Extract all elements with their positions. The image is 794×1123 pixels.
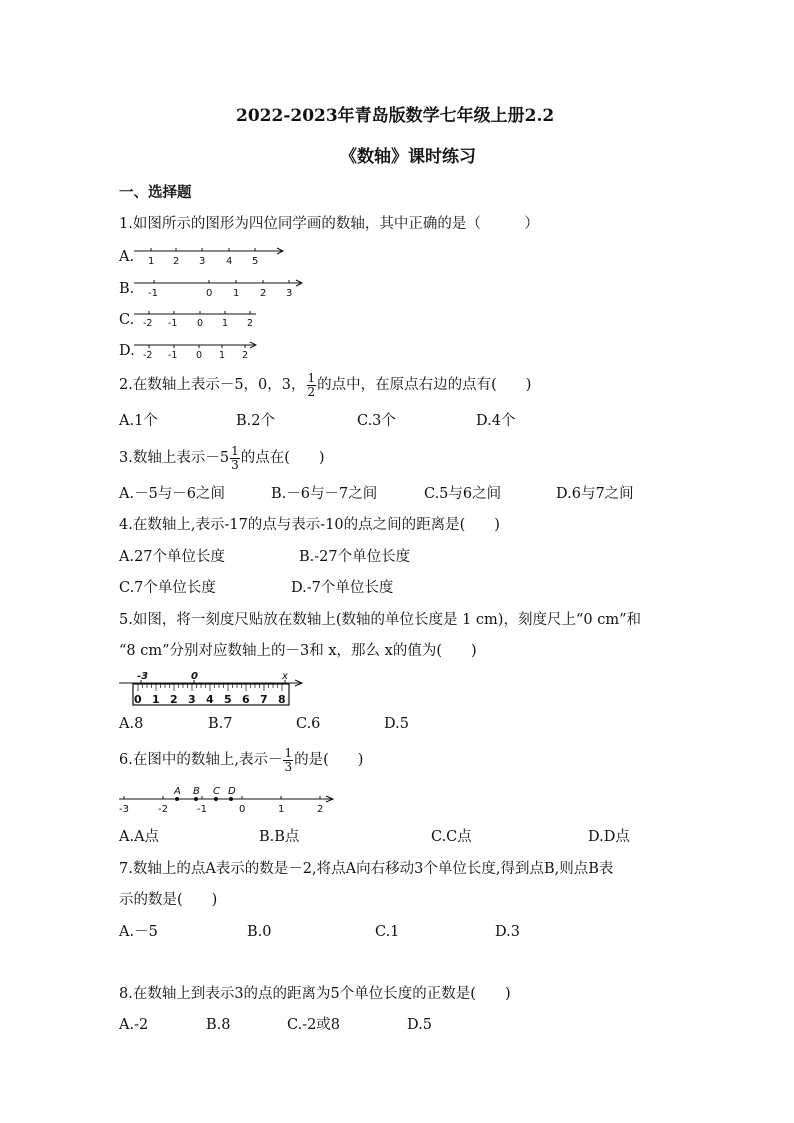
ruler-tick-label: 1 [152, 693, 160, 706]
point-label: C [213, 786, 220, 797]
q3-option-a: A.－5与－6之间 [119, 486, 226, 502]
axis-tick-label: -3 [119, 804, 129, 815]
q2-stem [119, 370, 531, 400]
axis-label: -3 [137, 671, 149, 682]
q1-option-c-label: C. [119, 312, 135, 328]
axis-tick-label: 0 [196, 350, 203, 361]
point-label: D [228, 786, 236, 797]
axis-tick-label: 2 [247, 318, 254, 329]
q7-option-d: D.3 [495, 924, 520, 940]
point-a-dot [175, 797, 179, 801]
ruler-tick-label: 8 [278, 693, 286, 706]
q6-stem-before: 6.在图中的数轴上,表示－ [119, 752, 283, 768]
q6-stem [119, 745, 363, 775]
q2-option-a: A.1个 [119, 413, 158, 429]
axis-label: x [282, 671, 288, 682]
axis-tick-label: 2 [260, 288, 267, 299]
q5-option-b: B.7 [208, 716, 233, 732]
axis-tick-label: -1 [168, 318, 178, 329]
q3-stem [119, 443, 325, 473]
q6-option-d: D.D点 [588, 829, 630, 845]
q7-stem-line1: 7.数轴上的点A表示的数是－2,将点A向右移动3个单位长度,得到点B,则点B表 [119, 861, 614, 877]
ruler-tick-label: 0 [134, 693, 142, 706]
axis-tick-label: -2 [158, 804, 168, 815]
q2-option-d: D.4个 [476, 413, 516, 429]
point-c-dot [214, 797, 218, 801]
q1-option-d-axis [134, 341, 264, 363]
q2-option-b: B.2个 [236, 413, 275, 429]
page-subtitle: 《数轴》课时练习 [340, 147, 476, 167]
axis-tick-label: 4 [226, 256, 233, 267]
q1-stem: 1.如图所示的图形为四位同学画的数轴，其中正确的是（ ） [119, 216, 539, 232]
q6-option-a: A.A点 [119, 829, 160, 845]
q3-option-b: B.－6与－7之间 [271, 486, 378, 502]
q5-stem-line1: 5.如图，将一刻度尺贴放在数轴上(数轴的单位长度是 1 cm)，刻度尺上“0 cm”和 [119, 612, 641, 628]
axis-tick-label: 2 [317, 804, 324, 815]
point-label: B [193, 786, 200, 797]
q2-stem-before: 2.在数轴上表示－5，0，3， [119, 377, 306, 393]
ruler-tick-label: 3 [188, 693, 196, 706]
q5-ruler-figure [119, 670, 309, 710]
axis-tick-label: -1 [168, 350, 178, 361]
q7-stem-line2: 示的数是( ) [119, 892, 218, 908]
axis-label: 0 [191, 671, 198, 682]
q2-option-c: C.3个 [357, 413, 396, 429]
q8-option-a: A.-2 [119, 1017, 149, 1033]
fraction: $\frac{1}{3}$ [231, 443, 239, 472]
section-heading: 一、选择题 [119, 184, 192, 201]
point-b-dot [194, 797, 198, 801]
q3-option-d: D.6与7之间 [556, 486, 634, 502]
q5-stem-line2: “8 cm”分别对应数轴上的－3和 x，那么 x的值为( ) [119, 643, 477, 659]
q4-option-a: A.27个单位长度 [119, 549, 226, 565]
fraction: $\frac{1}{2}$ [307, 370, 316, 399]
q7-option-a: A.－5 [119, 924, 158, 940]
q8-option-d: D.5 [407, 1017, 432, 1033]
axis-tick-label: -1 [148, 288, 158, 299]
q5-option-d: D.5 [384, 716, 409, 732]
page-title: 2022-2023年青岛版数学七年级上册2.2 [236, 106, 555, 126]
q4-option-c: C.7个单位长度 [119, 580, 216, 596]
ruler-tick-label: 7 [260, 693, 268, 706]
axis-tick-label: 5 [252, 256, 259, 267]
ruler-tick-label: 2 [170, 693, 178, 706]
fraction: $\frac{1}{3}$ [284, 745, 293, 774]
axis-tick-label: -1 [197, 804, 207, 815]
q5-option-a: A.8 [119, 716, 144, 732]
axis-tick-label: 1 [278, 804, 285, 815]
q1-option-d-label: D. [119, 343, 135, 359]
q1-option-a-label: A. [119, 249, 135, 265]
axis-tick-label: 3 [199, 256, 206, 267]
q1-option-b-label: B. [119, 281, 135, 297]
ruler-tick-label: 5 [224, 693, 232, 706]
point-label: A [174, 786, 181, 797]
axis-tick-label: 1 [219, 350, 226, 361]
axis-tick-label: 0 [206, 288, 213, 299]
axis-tick-label: -2 [143, 350, 153, 361]
q1-option-c-axis [134, 310, 264, 332]
q5-option-c: C.6 [296, 716, 321, 732]
axis-tick-label: 2 [173, 256, 180, 267]
q6-option-b: B.B点 [259, 829, 300, 845]
q1-option-b-axis [134, 279, 309, 301]
q8-option-b: B.8 [206, 1017, 231, 1033]
q4-option-b: B.-27个单位长度 [299, 549, 411, 565]
axis-tick-label: 1 [222, 318, 229, 329]
point-d-dot [229, 797, 233, 801]
q3-stem-after: 的点在( ) [240, 450, 325, 466]
ruler-tick-label: 6 [242, 693, 250, 706]
q2-stem-after: 的点中，在原点右边的点有( ) [317, 377, 532, 393]
q8-stem: 8.在数轴上到表示3的点的距离为5个单位长度的正数是( ) [119, 986, 511, 1002]
axis-tick-label: 0 [239, 804, 246, 815]
axis-tick-label: -2 [143, 318, 153, 329]
ruler-tick-label: 4 [206, 693, 214, 706]
q3-stem-before: 3.数轴上表示－5 [119, 450, 230, 466]
q7-option-c: C.1 [375, 924, 400, 940]
q4-stem: 4.在数轴上,表示-17的点与表示-10的点之间的距离是( ) [119, 517, 500, 533]
axis-tick-label: 2 [242, 350, 249, 361]
axis-tick-label: 0 [197, 318, 204, 329]
q4-option-d: D.-7个单位长度 [291, 580, 394, 596]
axis-tick-label: 1 [148, 256, 155, 267]
q6-number-line [119, 786, 339, 816]
axis-tick-label: 3 [286, 288, 293, 299]
q8-option-c: C.-2或8 [287, 1017, 341, 1033]
q7-option-b: B.0 [247, 924, 272, 940]
q6-option-c: C.C点 [431, 829, 472, 845]
q3-option-c: C.5与6之间 [424, 486, 502, 502]
axis-tick-label: 1 [233, 288, 240, 299]
q1-option-a-axis [134, 247, 294, 269]
q6-stem-after: 的是( ) [294, 752, 364, 768]
